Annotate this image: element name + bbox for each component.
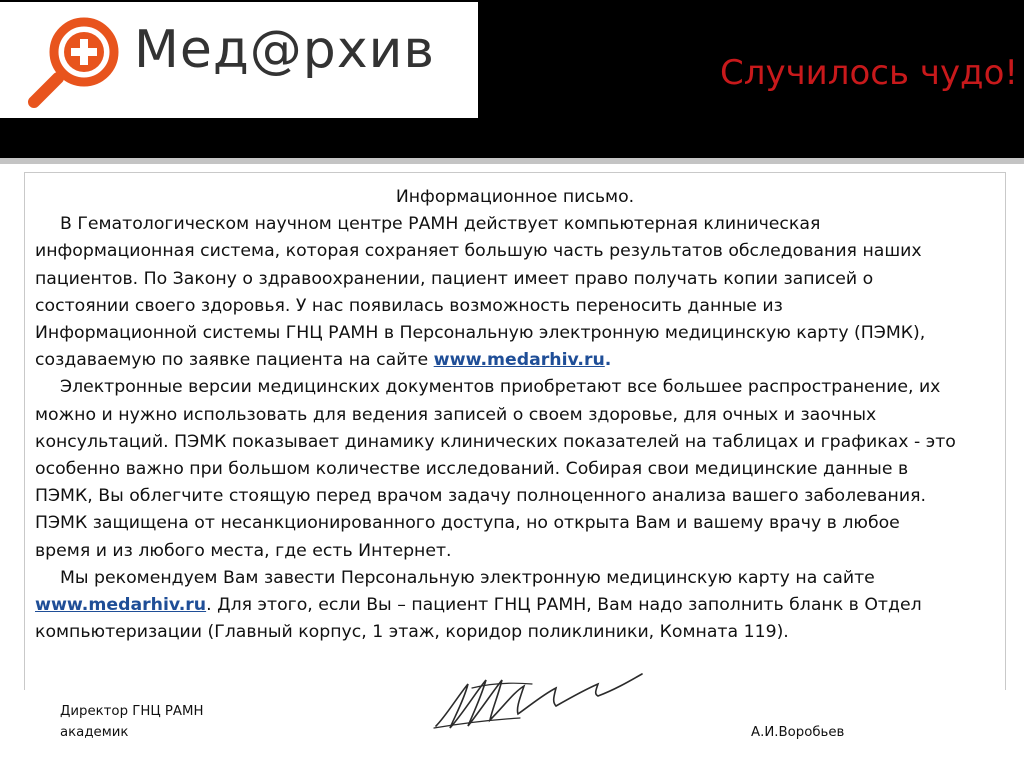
signatory-title (60, 701, 203, 743)
letter-line: Информационной системы ГНЦ РАМН в Персональную электронную медицинскую карту (ПЭМК), (35, 323, 926, 344)
letter-line-text: . Для этого, если Вы – пациент ГНЦ РАМН, Вам надо заполнить бланк в Отдел (206, 595, 922, 616)
site-link[interactable]: www.medarhiv.ru (433, 350, 605, 371)
letter-line: пациентов. По Закону о здравоохранении, пациент имеет право получать копии записей о (35, 268, 874, 289)
letter-body (35, 184, 995, 646)
letter-line: В Гематологическом научном центре РАМН действует компьютерная клиническая (60, 214, 821, 235)
letter-line-with-link (35, 347, 995, 374)
magnifier-plus-icon (28, 14, 122, 108)
signatory-name: А.И.Воробьев (751, 725, 845, 740)
letter-line: ПЭМК защищена от несанкционированного доступа, но открыта Вам и вашему врачу в любое (35, 513, 900, 534)
letter-line: ПЭМК, Вы облегчите стоящую перед врачом задачу полноценного анализа вашего заболевания. (35, 486, 926, 507)
link-period: . (604, 350, 612, 371)
letter-title: Информационное письмо. (395, 187, 635, 207)
letter-line-with-link (35, 592, 995, 619)
signatory-position: Директор ГНЦ РАМН (60, 704, 204, 719)
letter-line: время и из любого места, где есть Интернет. (35, 540, 452, 561)
letter-line: информационная система, которая сохраняет большую часть результатов обследования наших (35, 241, 922, 262)
logo[interactable] (0, 2, 478, 118)
letter-line: компьютеризации (Главный корпус, 1 этаж, коридор поликлиники, Комната 119). (35, 622, 789, 643)
letter-line-text: создаваемую по заявке пациента на сайте (35, 350, 434, 371)
letter-line: Электронные версии медицинских документов приобретают все большее распространение, их (60, 377, 941, 398)
letter-line: консультаций. ПЭМК показывает динамику клинических показателей на таблицах и графиках - это (35, 431, 956, 452)
site-link[interactable]: www.medarhiv.ru (35, 595, 207, 616)
header-divider (0, 158, 1024, 164)
logo-text: Мед@рхив (134, 20, 436, 80)
letter-line: состоянии своего здоровья. У нас появилась возможность переносить данные из (35, 295, 783, 316)
signature-icon (428, 666, 652, 736)
header-bar (0, 0, 1024, 158)
signatory-rank: академик (60, 725, 129, 740)
slogan: Случилось чудо! (720, 53, 1018, 93)
letter-line: можно и нужно использовать для ведения записей о своем здоровье, для очных и заочных (35, 404, 877, 425)
letter-line: Мы рекомендуем Вам завести Персональную электронную медицинскую карту на сайте (60, 567, 875, 588)
letter-line: особенно важно при большом количестве исследований. Собирая свои медицинские данные в (35, 459, 909, 480)
